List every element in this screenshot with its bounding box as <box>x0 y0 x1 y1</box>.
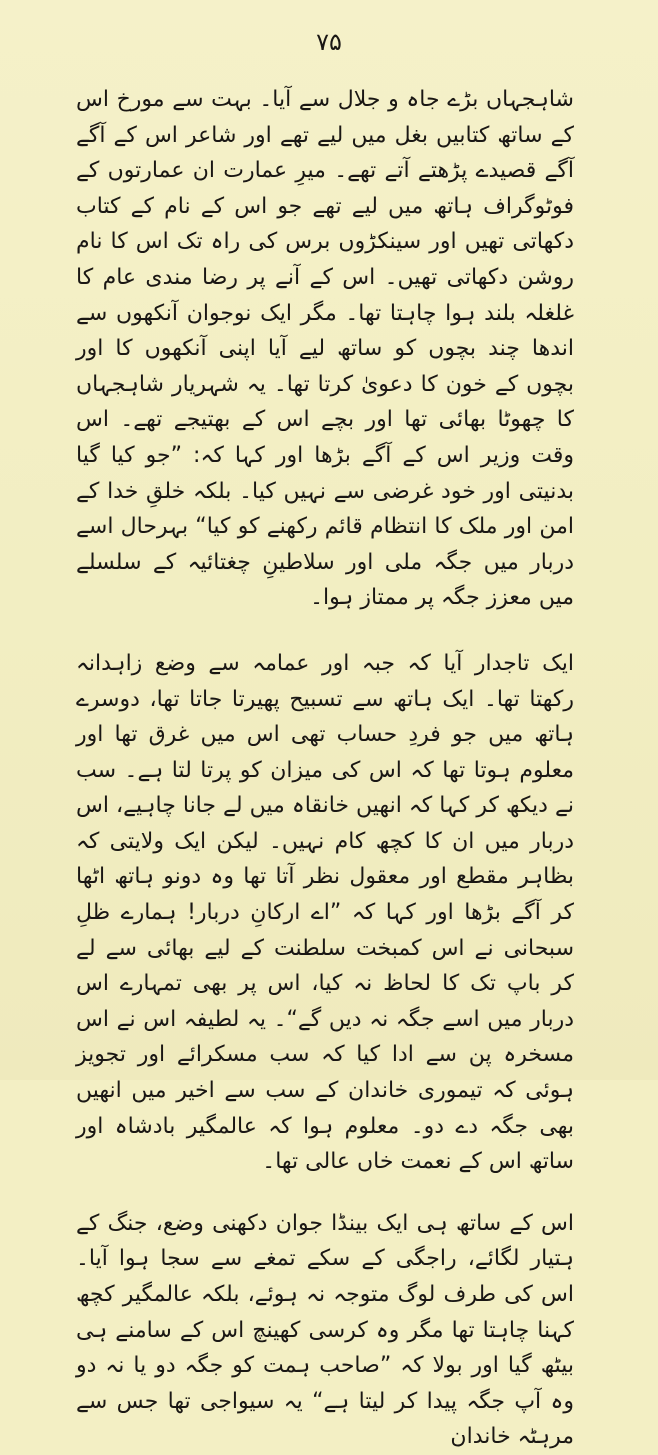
page-body <box>76 82 574 1450</box>
paragraph-alamgir: ایک تاجدار آیا کہ جبہ اور عمامہ سے وضع زاہدانہ رکھتا تھا۔ ایک ہاتھ سے تسبیح پھیرتا جاتا تھا، دوسرے ہاتھ میں جو فردِ حساب تھی اس میں غرق تھا اور معلوم ہوتا تھا کہ اس کی میزان کو پرتا لتا ہے۔ سب نے دیکھ کر کہا کہ انھیں خانقاہ میں لے جانا چاہیے، اس دربار میں ان کا کچھ کام نہیں۔ لیکن ایک ولایتی کہ بظاہر مقطع اور معقول نظر آتا تھا وہ دونو ہاتھ اٹھا کر آگے بڑھا اور کہا کہ ”اے ارکانِ دربار! ہمارے ظلِ سبحانی نے اس کمبخت سلطنت کے لیے بھائی سے لے کر باپ تک کا لحاظ نہ کیا، اس پر بھی تمہارے اس دربار میں اسے جگہ نہ دیں گے“۔ یہ لطیفہ اس نے اس مسخرہ پن سے ادا کیا کہ سب مسکرائے اور تجویز ہوئی کہ تیموری خاندان کے سب سے اخیر میں انھیں بھی جگہ دے دو۔ معلوم ہوا کہ عالمگیر بادشاہ اور ساتھ اس کے نعمت خاں عالی تھا۔ <box>76 650 574 1175</box>
paragraph-shivaji: اس کے ساتھ ہی ایک بینڈا جوان دکھنی وضع، جنگ کے ہتیار لگائے، راجگی کے سکے تمغے سے سجا ہوا آیا۔ اس کی طرف لوگ متوجہ نہ ہوئے، بلکہ عالمگیر کچھ کہنا چاہتا تھا مگر وہ کرسی کھینچ اس کے سامنے ہی بیٹھ گیا اور بولا کہ ”صاحب ہمت کو جگہ دو یا نہ دو وہ آپ جگہ پیدا کر لیتا ہے“ یہ سیواجی تھا جس سے مرہٹہ خاندان <box>76 1210 574 1450</box>
paragraph-shahjahan: شاہجہاں بڑے جاہ و جلال سے آیا۔ بہت سے مورخ اس کے ساتھ کتابیں بغل میں لیے تھے اور شاعر اس کے آگے آگے قصیدے پڑھتے آتے تھے۔ میرِ عمارت ان عمارتوں کے فوٹوگراف ہاتھ میں لیے تھے جو اس کے نام کے کتاب دکھاتی تھیں اور سینکڑوں برس کی راہ تک اس کا نام روشن دکھاتی تھیں۔ اس کے آنے پر رضا مندی عام کا غلغلہ بلند ہوا چاہتا تھا۔ مگر ایک نوجوان آنکھوں سے اندھا چند بچوں کو ساتھ لیے آیا اپنی آنکھوں کا اور بچوں کے خون کا دعویٰ کرتا تھا۔ یہ شہریار شاہجہاں کا چھوٹا بھائی تھا اور بچے اس کے بھتیجے تھے۔ اس وقت وزیر اس کے آگے بڑھا اور کہا کہ: ”جو کیا گیا بدنیتی اور خود غرضی سے نہیں کیا۔ بلکہ خلقِ خدا کے امن اور ملک کا انتظام قائم رکھنے کو کیا“ بہرحال اسے دربار میں جگہ ملی اور سلاطینِ چغتائیہ کے سلسلے میں معزز جگہ پر ممتاز ہوا۔ <box>76 87 574 611</box>
page-number: ۷۵ <box>316 28 342 56</box>
